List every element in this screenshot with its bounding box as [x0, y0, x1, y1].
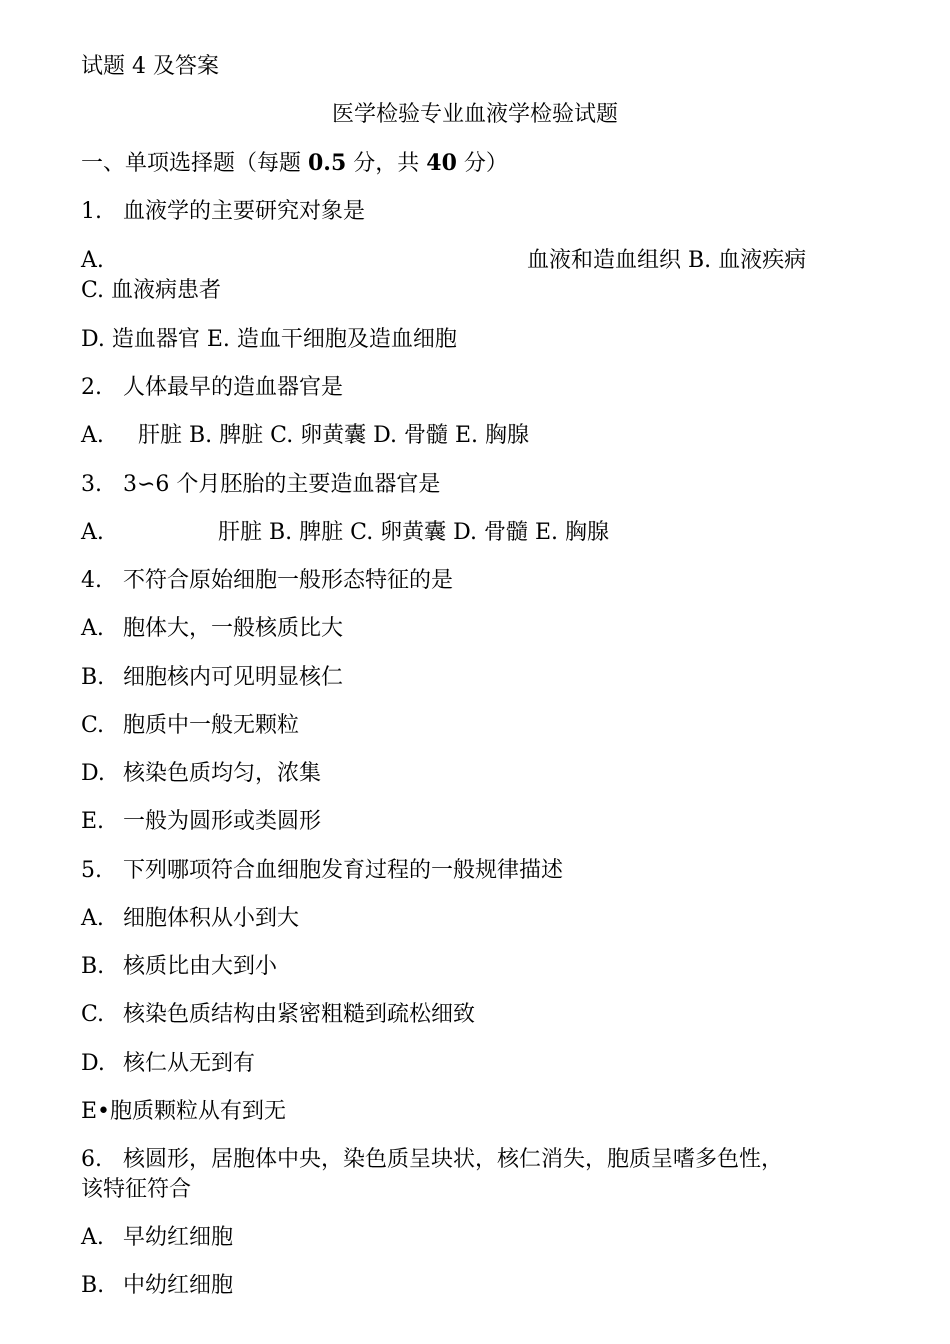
- question-1-options-de: D. 造血器官 E. 造血干细胞及造血细胞: [81, 327, 457, 352]
- question-5-option-a: [81, 904, 299, 934]
- question-5-option-b: [81, 952, 277, 982]
- page-title: 医学检验专业血液学检验试题: [331, 102, 618, 127]
- question-6-stem-line1: [81, 1145, 783, 1175]
- question-number: 2.: [81, 375, 102, 400]
- question-1-option-a-label: A.: [81, 248, 104, 273]
- question-text: 不符合原始细胞一般形态特征的是: [123, 568, 454, 593]
- question-number: 3.: [81, 472, 102, 497]
- option-label: D.: [81, 1051, 105, 1076]
- question-6-option-a: [81, 1223, 233, 1253]
- option-text: 胞质中一般无颗粒: [123, 713, 300, 738]
- option-text: 早幼红细胞: [123, 1225, 234, 1250]
- question-3-options: 肝脏 B. 脾脏 C. 卵黄囊 D. 骨髓 E. 胸腺: [218, 520, 610, 545]
- option-label: C.: [81, 713, 105, 738]
- question-4-option-d: [81, 759, 321, 789]
- question-5-option-e: E•胞质颗粒从有到无: [81, 1099, 287, 1124]
- question-4-option-a: [81, 614, 343, 644]
- question-4-option-b: [81, 663, 343, 693]
- option-text: 一般为圆形或类圆形: [123, 809, 322, 834]
- question-5-stem: [81, 856, 563, 886]
- option-label: A.: [81, 616, 104, 641]
- question-4-stem: [81, 566, 453, 596]
- doc-label: 试题 4 及答案: [81, 54, 219, 79]
- option-label: B.: [81, 1273, 105, 1298]
- question-text: 3∽6 个月胚胎的主要造血器官是: [123, 472, 441, 497]
- question-2-stem: [81, 373, 343, 403]
- option-text: 中幼红细胞: [123, 1273, 234, 1298]
- question-3-option-label: A.: [81, 520, 104, 545]
- section-suffix: 分）: [456, 151, 508, 176]
- question-5-option-d: [81, 1049, 255, 1079]
- question-6-option-b: [81, 1271, 233, 1301]
- question-1-option-c: C. 血液病患者: [81, 278, 222, 303]
- option-label: A.: [81, 906, 104, 931]
- option-text: 核仁从无到有: [123, 1051, 256, 1076]
- option-text: 核染色质均匀，浓集: [123, 761, 322, 786]
- question-2-option-label: A.: [81, 423, 104, 448]
- section-prefix: 一、单项选择题（每题: [81, 151, 308, 176]
- question-text: 下列哪项符合血细胞发育过程的一般规律描述: [123, 858, 564, 883]
- section-heading: [81, 148, 508, 179]
- section-score-each: 0.5: [308, 150, 347, 176]
- option-label: C.: [81, 1002, 105, 1027]
- question-text: 血液学的主要研究对象是: [123, 199, 366, 224]
- question-1-stem: [81, 197, 365, 227]
- question-number: 1.: [81, 199, 102, 224]
- option-label: D.: [81, 761, 105, 786]
- question-number: 5.: [81, 858, 102, 883]
- option-text: 核质比由大到小: [123, 954, 278, 979]
- option-text: 细胞核内可见明显核仁: [123, 665, 344, 690]
- option-text: 细胞体积从小到大: [123, 906, 300, 931]
- question-text: 核圆形，居胞体中央，染色质呈块状，核仁消失，胞质呈嗜多色性，: [123, 1147, 784, 1172]
- question-4-option-c: [81, 711, 299, 741]
- section-middle: 分，共: [346, 151, 427, 176]
- option-label: B.: [81, 954, 105, 979]
- question-4-option-e: [81, 807, 321, 837]
- option-label: A.: [81, 1225, 104, 1250]
- option-label: B.: [81, 665, 105, 690]
- question-2-options: 肝脏 B. 脾脏 C. 卵黄囊 D. 骨髓 E. 胸腺: [138, 423, 530, 448]
- question-6-stem-line2: 该特征符合: [81, 1177, 192, 1202]
- question-1-options-ab: 血液和造血组织 B. 血液疾病: [527, 248, 807, 273]
- option-text: 核染色质结构由紧密粗糙到疏松细致: [123, 1002, 476, 1027]
- option-text: 胞体大，一般核质比大: [123, 616, 344, 641]
- question-5-option-c: [81, 1000, 475, 1030]
- question-3-stem: [81, 470, 440, 500]
- question-text: 人体最早的造血器官是: [123, 375, 344, 400]
- option-label: E.: [81, 809, 105, 834]
- question-number: 4.: [81, 568, 102, 593]
- question-number: 6.: [81, 1147, 102, 1172]
- section-score-total: 40: [426, 150, 457, 176]
